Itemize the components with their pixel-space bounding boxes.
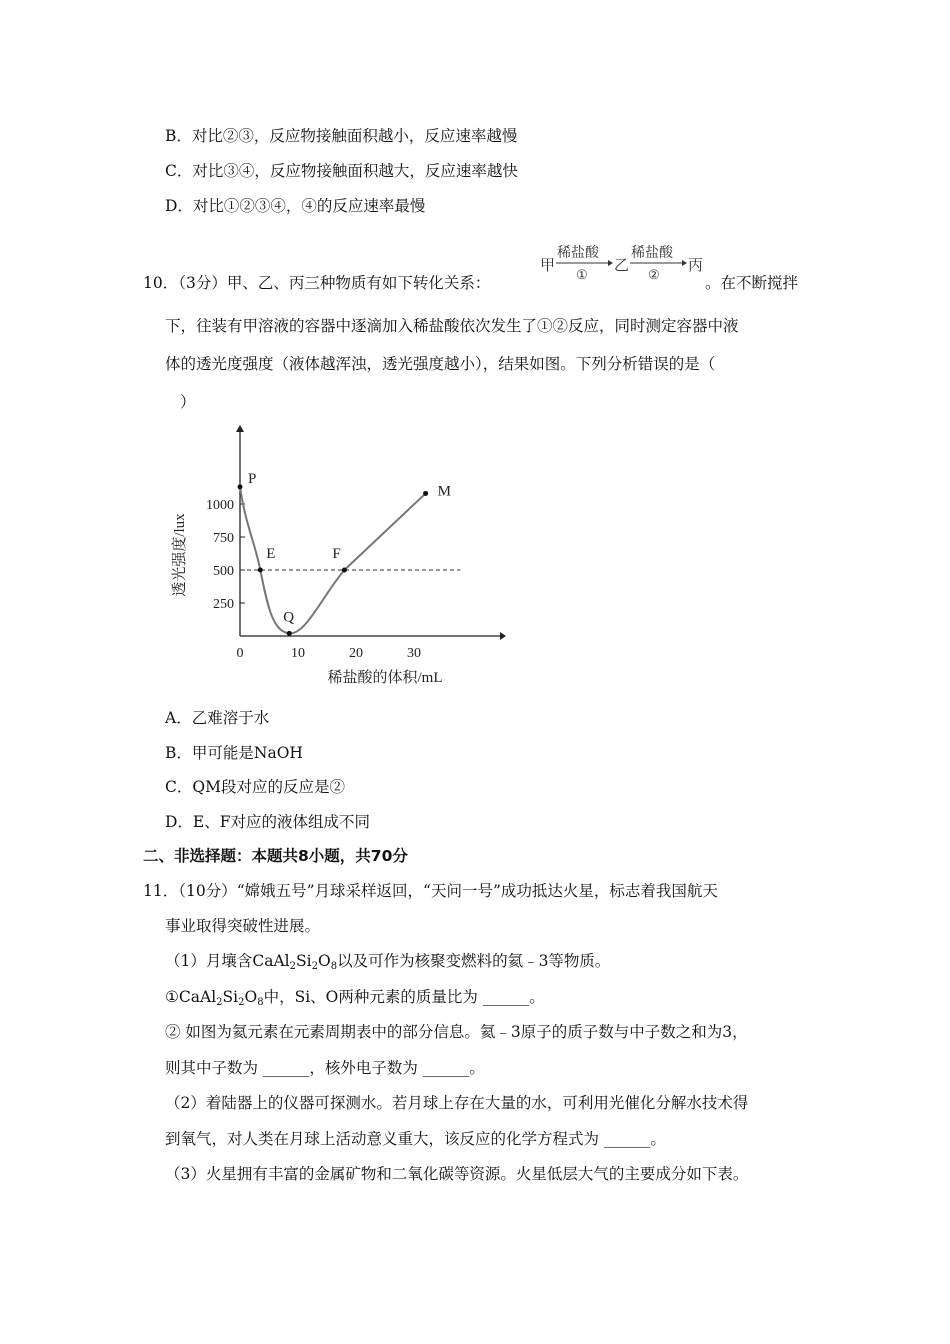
point-label-q: Q bbox=[283, 609, 295, 626]
reaction-scheme bbox=[538, 240, 708, 280]
reaction-mid: 乙 bbox=[614, 258, 630, 274]
x-axis-arrow bbox=[500, 632, 506, 640]
q11-part2-cont: 到氧气，对人类在月球上活动意义重大，该反应的化学方程式为 ______。 bbox=[165, 1130, 666, 1148]
q10-line-4: ） bbox=[180, 393, 196, 411]
q10-option-d: D．E、F对应的液体组成不同 bbox=[165, 813, 370, 831]
reaction-reagent-1: 稀盐酸 bbox=[557, 246, 599, 261]
y-axis-label: 透光强度/lux bbox=[172, 513, 188, 597]
q11-sub-1-marker: ① bbox=[165, 988, 179, 1006]
q10-stem-start: 10．（3分）甲、乙、丙三种物质有如下转化关系： bbox=[143, 274, 491, 292]
section-2-heading: 二、非选择题：本题共8小题，共70分 bbox=[143, 847, 408, 865]
formula-caal2si2o8: $CaAl_2Si_2O_8$ bbox=[252, 952, 338, 972]
y-tick-label: 750 bbox=[213, 531, 234, 546]
x-tick-label: 0 bbox=[236, 646, 244, 661]
reaction-end: 丙 bbox=[688, 258, 704, 274]
option-d-prev: D．对比①②③④，④的反应速率最慢 bbox=[165, 197, 426, 215]
q11-part1 bbox=[165, 950, 610, 978]
q11-part2: （2）着陆器上的仪器可探测水。若月球上存在大量的水，可利用光催化分解水技术得 bbox=[165, 1094, 749, 1112]
point-label-p: P bbox=[248, 470, 257, 487]
q10-line-2: 下，往装有甲溶液的容器中逐滴加入稀盐酸依次发生了①②反应，同时测定容器中液 bbox=[165, 317, 739, 335]
point-label-f: F bbox=[332, 546, 341, 562]
y-axis bbox=[236, 425, 244, 636]
y-axis-arrow bbox=[236, 425, 244, 432]
x-tick-label: 20 bbox=[349, 646, 363, 661]
point-e bbox=[258, 568, 263, 573]
reaction-reagent-2: 稀盐酸 bbox=[631, 246, 673, 261]
x-tick-label: 30 bbox=[407, 646, 421, 661]
q11-line-2: 事业取得突破性进展。 bbox=[165, 917, 321, 935]
x-tick-label: 10 bbox=[291, 646, 305, 661]
q11-part1-post: 以及可作为核聚变燃料的氦﹣3等物质。 bbox=[337, 952, 611, 970]
q10-option-c: C．QM段对应的反应是② bbox=[165, 778, 345, 796]
q10-option-a: A．乙难溶于水 bbox=[165, 709, 270, 727]
q10-option-b: B．甲可能是NaOH bbox=[165, 744, 303, 762]
q11-sub-1 bbox=[165, 986, 545, 1014]
point-p bbox=[238, 484, 243, 489]
reaction-step-1: ① bbox=[576, 267, 588, 280]
q11-part1-pre: （1）月壤含 bbox=[165, 952, 253, 970]
x-axis-label: 稀盐酸的体积/mL bbox=[327, 670, 443, 686]
point-label-m: M bbox=[437, 483, 451, 500]
y-tick-label: 250 bbox=[213, 597, 234, 612]
reaction-arrowhead-2 bbox=[682, 260, 687, 266]
formula-caal2si2o8-repeat: $CaAl_2Si_2O_8$ bbox=[178, 988, 264, 1008]
point-f bbox=[342, 568, 347, 573]
x-axis bbox=[240, 632, 506, 640]
q11-sub-2: ② 如图为氦元素在元素周期表中的部分信息。氦﹣3原子的质子数与中子数之和为3， bbox=[165, 1023, 748, 1041]
point-q bbox=[287, 631, 292, 636]
y-tick-label: 1000 bbox=[206, 498, 234, 513]
q11-sub-1-post: 中，Si、O两种元素的质量比为 ______。 bbox=[263, 988, 545, 1006]
option-b-prev: B．对比②③，反应物接触面积越小，反应速率越慢 bbox=[165, 127, 518, 145]
q11-sub-2-cont: 则其中子数为 ______，核外电子数为 ______。 bbox=[165, 1059, 485, 1077]
q11-part3: （3）火星拥有丰富的金属矿物和二氧化碳等资源。火星低层大气的主要成分如下表。 bbox=[165, 1165, 749, 1183]
transmittance-chart bbox=[160, 420, 530, 700]
reaction-arrowhead-1 bbox=[608, 260, 613, 266]
y-tick-label: 500 bbox=[213, 564, 234, 579]
q10-stem-end: 。在不断搅拌 bbox=[705, 274, 799, 292]
reaction-step-2: ② bbox=[648, 267, 660, 280]
point-m bbox=[423, 491, 428, 496]
option-c-prev: C．对比③④，反应物接触面积越大，反应速率越快 bbox=[165, 162, 518, 180]
q11-line-1: 11．（10分）“嫦娥五号”月球采样返回，“天问一号”成功抵达火星，标志着我国航天 bbox=[143, 882, 718, 900]
point-label-e: E bbox=[266, 546, 276, 562]
reaction-start: 甲 bbox=[540, 258, 556, 274]
q10-line-3: 体的透光度强度（液体越浑浊，透光强度越小），结果如图。下列分析错误的是（ bbox=[165, 355, 716, 373]
